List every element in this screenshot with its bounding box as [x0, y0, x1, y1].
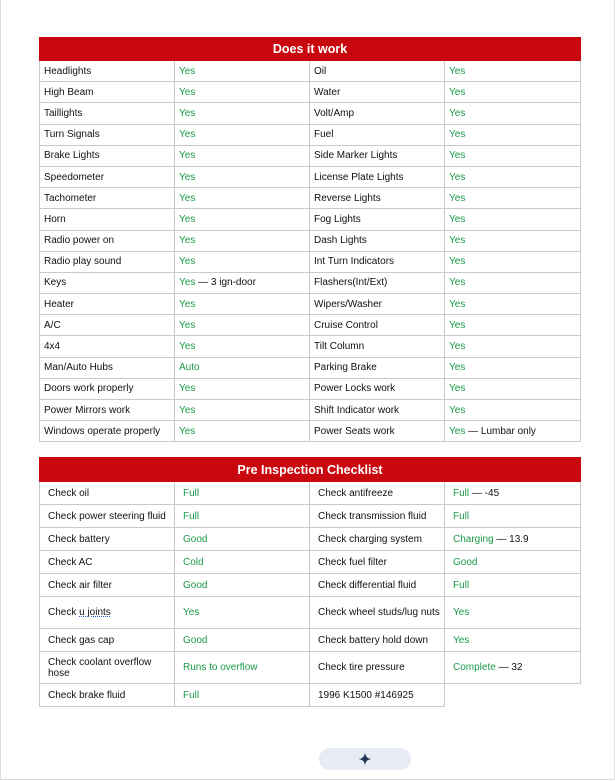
row-label-text: Check brake fluid [48, 689, 126, 701]
row-value [445, 230, 581, 251]
row-label [310, 551, 445, 574]
row-label-text: 1996 K1500 #146925 [318, 689, 414, 701]
row-label [310, 166, 445, 187]
table-row [40, 230, 581, 251]
row-value [175, 400, 310, 421]
row-label [40, 528, 175, 551]
row-label-text: Check antifreeze [318, 487, 394, 499]
row-value [445, 357, 581, 378]
table-row [40, 61, 581, 82]
row-label [40, 574, 175, 597]
status-value: Yes [179, 107, 196, 119]
row-label [40, 145, 175, 166]
row-value [445, 188, 581, 209]
row-label-text: Water [314, 86, 341, 98]
row-value [445, 551, 581, 574]
pre-inspection-table [39, 457, 581, 707]
row-label [310, 230, 445, 251]
row-value [175, 272, 310, 293]
status-value: Yes [179, 404, 196, 416]
row-label-text: Dash Lights [314, 235, 367, 247]
status-value: Yes [179, 383, 196, 395]
row-label [310, 272, 445, 293]
status-value: Yes [449, 235, 466, 247]
status-value: Yes [449, 404, 466, 416]
row-label [40, 61, 175, 82]
row-value [445, 574, 581, 597]
row-value [445, 597, 581, 629]
status-value: Yes [179, 298, 196, 310]
row-value [175, 357, 310, 378]
row-label-text: Check battery hold down [318, 634, 429, 646]
status-value: Yes [179, 235, 196, 247]
row-value [445, 336, 581, 357]
status-value: Yes [179, 341, 196, 353]
row-label-text: Check power steering fluid [48, 510, 166, 522]
status-value: Yes [453, 634, 470, 646]
row-label-text: License Plate Lights [314, 171, 404, 183]
row-label [40, 505, 175, 528]
table-row [40, 166, 581, 187]
row-label-text: Check charging system [318, 533, 422, 545]
table-row [40, 294, 581, 315]
table-row [40, 421, 581, 442]
row-label-text: Check wheel studs/lug nuts [318, 607, 440, 618]
row-value [175, 251, 310, 272]
row-label-text: Check gas cap [48, 634, 115, 646]
row-label-text: Tilt Column [314, 341, 365, 353]
value-note: — 13.9 [493, 533, 529, 545]
row-label [40, 209, 175, 230]
row-label [310, 209, 445, 230]
status-value: Yes [449, 129, 466, 141]
status-value: Yes [449, 150, 466, 162]
row-value [175, 82, 310, 103]
row-label [40, 188, 175, 209]
status-value: Yes [453, 607, 470, 618]
table-row [40, 652, 581, 684]
row-label-text: Power Locks work [314, 383, 396, 395]
row-label-text: Side Marker Lights [314, 150, 398, 162]
row-label-text: Check AC [48, 556, 93, 568]
status-value: Full [183, 487, 200, 499]
status-value: Yes [449, 86, 466, 98]
row-value [175, 597, 310, 629]
does-it-work-table [39, 37, 581, 442]
row-value [175, 629, 310, 652]
value-note: — 32 [495, 662, 523, 673]
row-label [40, 551, 175, 574]
status-value: Yes [179, 171, 196, 183]
table-row [40, 505, 581, 528]
row-label-text: Power Seats work [314, 425, 395, 437]
status-value: Full [183, 510, 200, 522]
table-row [40, 82, 581, 103]
status-value: Yes [449, 256, 466, 268]
row-label [310, 684, 445, 707]
row-label-text: 4x4 [44, 341, 61, 353]
status-value: Yes [449, 65, 466, 77]
row-value [175, 336, 310, 357]
row-value [445, 505, 581, 528]
row-value [445, 528, 581, 551]
row-label-text: Fuel [314, 129, 334, 141]
row-label [40, 482, 175, 505]
table-row [40, 528, 581, 551]
row-label-text: Check [48, 607, 80, 618]
row-label-text: Power Mirrors work [44, 404, 131, 416]
row-label [40, 357, 175, 378]
row-label-text: Taillights [44, 107, 83, 119]
row-value [175, 421, 310, 442]
row-label-text: Keys [44, 277, 67, 289]
table-row [40, 551, 581, 574]
row-value [175, 551, 310, 574]
row-value [175, 505, 310, 528]
row-label-text: Reverse Lights [314, 192, 381, 204]
row-label [40, 400, 175, 421]
row-value [175, 528, 310, 551]
status-value: Yes [449, 362, 466, 374]
row-label [40, 421, 175, 442]
table-row [40, 145, 581, 166]
table-row [40, 209, 581, 230]
row-label-text: Check oil [48, 487, 90, 499]
row-label [40, 597, 175, 629]
row-value [445, 652, 581, 684]
row-label [310, 482, 445, 505]
table-row [40, 272, 581, 293]
status-value: Yes [179, 425, 196, 437]
row-label-text: Horn [44, 213, 66, 225]
row-label [310, 336, 445, 357]
status-value: Good [183, 533, 208, 545]
status-value: Yes [449, 383, 466, 395]
status-value: Yes [179, 129, 196, 141]
row-value [175, 482, 310, 505]
row-label-text: Fog Lights [314, 213, 361, 225]
row-label [40, 272, 175, 293]
status-value: Yes [449, 425, 466, 437]
row-label [40, 251, 175, 272]
row-value [445, 421, 581, 442]
row-label [40, 629, 175, 652]
row-label [310, 124, 445, 145]
row-label-text: Brake Lights [44, 150, 100, 162]
table-row [40, 336, 581, 357]
status-value: Full [453, 487, 470, 499]
row-label-text: Man/Auto Hubs [44, 362, 113, 374]
row-label [310, 597, 445, 629]
row-value [445, 482, 581, 505]
row-value [445, 209, 581, 230]
row-value [445, 378, 581, 399]
row-label [310, 528, 445, 551]
row-label-text: Volt/Amp [314, 107, 355, 119]
row-label [40, 124, 175, 145]
row-value [175, 124, 310, 145]
row-label [40, 230, 175, 251]
row-label-text: Radio power on [44, 235, 115, 247]
row-label [310, 357, 445, 378]
row-label [40, 166, 175, 187]
row-label [310, 400, 445, 421]
status-value: Complete [453, 662, 496, 673]
table-row [40, 684, 581, 707]
row-value [445, 82, 581, 103]
row-value [175, 652, 310, 684]
row-label [40, 294, 175, 315]
row-label [310, 574, 445, 597]
row-label-text: Check tire pressure [318, 662, 405, 673]
does-it-work-title: Does it work [40, 38, 581, 61]
status-value: Good [183, 579, 208, 591]
row-value [445, 103, 581, 124]
row-label [40, 684, 175, 707]
status-value: Full [453, 510, 470, 522]
status-value: Yes [449, 319, 466, 331]
status-value: Yes [449, 298, 466, 310]
row-label-link: u joints [79, 607, 111, 618]
empty-cell [445, 684, 581, 707]
row-label-text: Tachometer [44, 192, 97, 204]
status-value: Full [453, 579, 470, 591]
row-value [175, 61, 310, 82]
row-label-text: Windows operate properly [44, 425, 161, 437]
row-label-text: High Beam [44, 86, 94, 98]
table-row [40, 251, 581, 272]
row-label [310, 629, 445, 652]
row-value [175, 188, 310, 209]
value-note: — Lumbar only [465, 425, 536, 437]
row-value [445, 272, 581, 293]
row-value [175, 230, 310, 251]
table-row [40, 400, 581, 421]
row-label [40, 652, 175, 684]
row-label [310, 82, 445, 103]
status-value: Full [183, 689, 200, 701]
table-row [40, 103, 581, 124]
row-value [175, 574, 310, 597]
row-label-text: Check coolant overflow hose [48, 656, 152, 679]
row-label [40, 315, 175, 336]
row-label [310, 188, 445, 209]
row-label [310, 145, 445, 166]
row-value [445, 400, 581, 421]
status-value: Cold [183, 556, 204, 568]
row-value [445, 294, 581, 315]
row-label [40, 103, 175, 124]
row-value [175, 684, 310, 707]
row-label [310, 421, 445, 442]
status-value: Yes [449, 213, 466, 225]
row-label-text: A/C [44, 319, 61, 331]
row-label-text: Parking Brake [314, 362, 377, 374]
status-value: Yes [179, 256, 196, 268]
table-row [40, 597, 581, 629]
row-label-text: Flashers(Int/Ext) [314, 277, 388, 289]
assistant-button[interactable] [319, 748, 411, 770]
row-label-text: Cruise Control [314, 319, 378, 331]
status-value: Auto [179, 362, 200, 374]
row-label [310, 294, 445, 315]
table-row [40, 629, 581, 652]
row-label [310, 315, 445, 336]
row-value [445, 61, 581, 82]
table-row [40, 574, 581, 597]
status-value: Yes [179, 65, 196, 77]
row-label-text: Check transmission fluid [318, 510, 427, 522]
row-label-text: Headlights [44, 65, 92, 77]
status-value: Yes [179, 192, 196, 204]
table-row [40, 357, 581, 378]
status-value: Runs to overflow [183, 662, 258, 673]
table-row [40, 124, 581, 145]
row-label [310, 652, 445, 684]
table-row [40, 315, 581, 336]
row-value [445, 166, 581, 187]
row-label-text: Oil [314, 65, 327, 77]
row-value [445, 251, 581, 272]
status-value: Yes [449, 192, 466, 204]
status-value: Yes [179, 86, 196, 98]
status-value: Yes [449, 107, 466, 119]
status-value: Yes [449, 341, 466, 353]
row-value [175, 378, 310, 399]
row-label [40, 336, 175, 357]
row-value [175, 315, 310, 336]
row-value [445, 629, 581, 652]
status-value: Yes [179, 319, 196, 331]
sparkle-icon [358, 752, 372, 766]
status-value: Good [183, 634, 208, 646]
status-value: Yes [449, 171, 466, 183]
row-label-text: Doors work properly [44, 383, 134, 395]
row-value [175, 294, 310, 315]
row-label [310, 251, 445, 272]
row-label-text: Check fuel filter [318, 556, 387, 568]
status-value: Yes [179, 277, 196, 289]
row-label-text: Radio play sound [44, 256, 122, 268]
row-value [175, 209, 310, 230]
row-label-text: Wipers/Washer [314, 298, 382, 310]
row-label [310, 378, 445, 399]
row-label-text: Turn Signals [44, 129, 100, 141]
row-value [445, 315, 581, 336]
status-value: Charging [453, 533, 494, 545]
row-label-text: Check air filter [48, 579, 112, 591]
row-label [310, 61, 445, 82]
row-label [310, 505, 445, 528]
row-value [175, 103, 310, 124]
table-row [40, 188, 581, 209]
row-label-text: Check differential fluid [318, 579, 417, 591]
pre-inspection-title: Pre Inspection Checklist [40, 458, 581, 482]
row-label-text: Speedometer [44, 171, 105, 183]
status-value: Yes [183, 607, 200, 618]
table-row [40, 482, 581, 505]
row-label [310, 103, 445, 124]
row-label-text: Check battery [48, 533, 110, 545]
row-value [175, 145, 310, 166]
row-value [175, 166, 310, 187]
row-label [40, 82, 175, 103]
row-label [40, 378, 175, 399]
row-label-text: Int Turn Indicators [314, 256, 395, 268]
value-note: — 3 ign-door [195, 277, 256, 289]
row-value [445, 145, 581, 166]
status-value: Yes [179, 213, 196, 225]
status-value: Yes [449, 277, 466, 289]
row-value [445, 124, 581, 145]
status-value: Yes [179, 150, 196, 162]
row-label-text: Heater [44, 298, 75, 310]
row-label-text: Shift Indicator work [314, 404, 400, 416]
value-note: — -45 [469, 487, 500, 499]
status-value: Good [453, 556, 478, 568]
table-row [40, 378, 581, 399]
